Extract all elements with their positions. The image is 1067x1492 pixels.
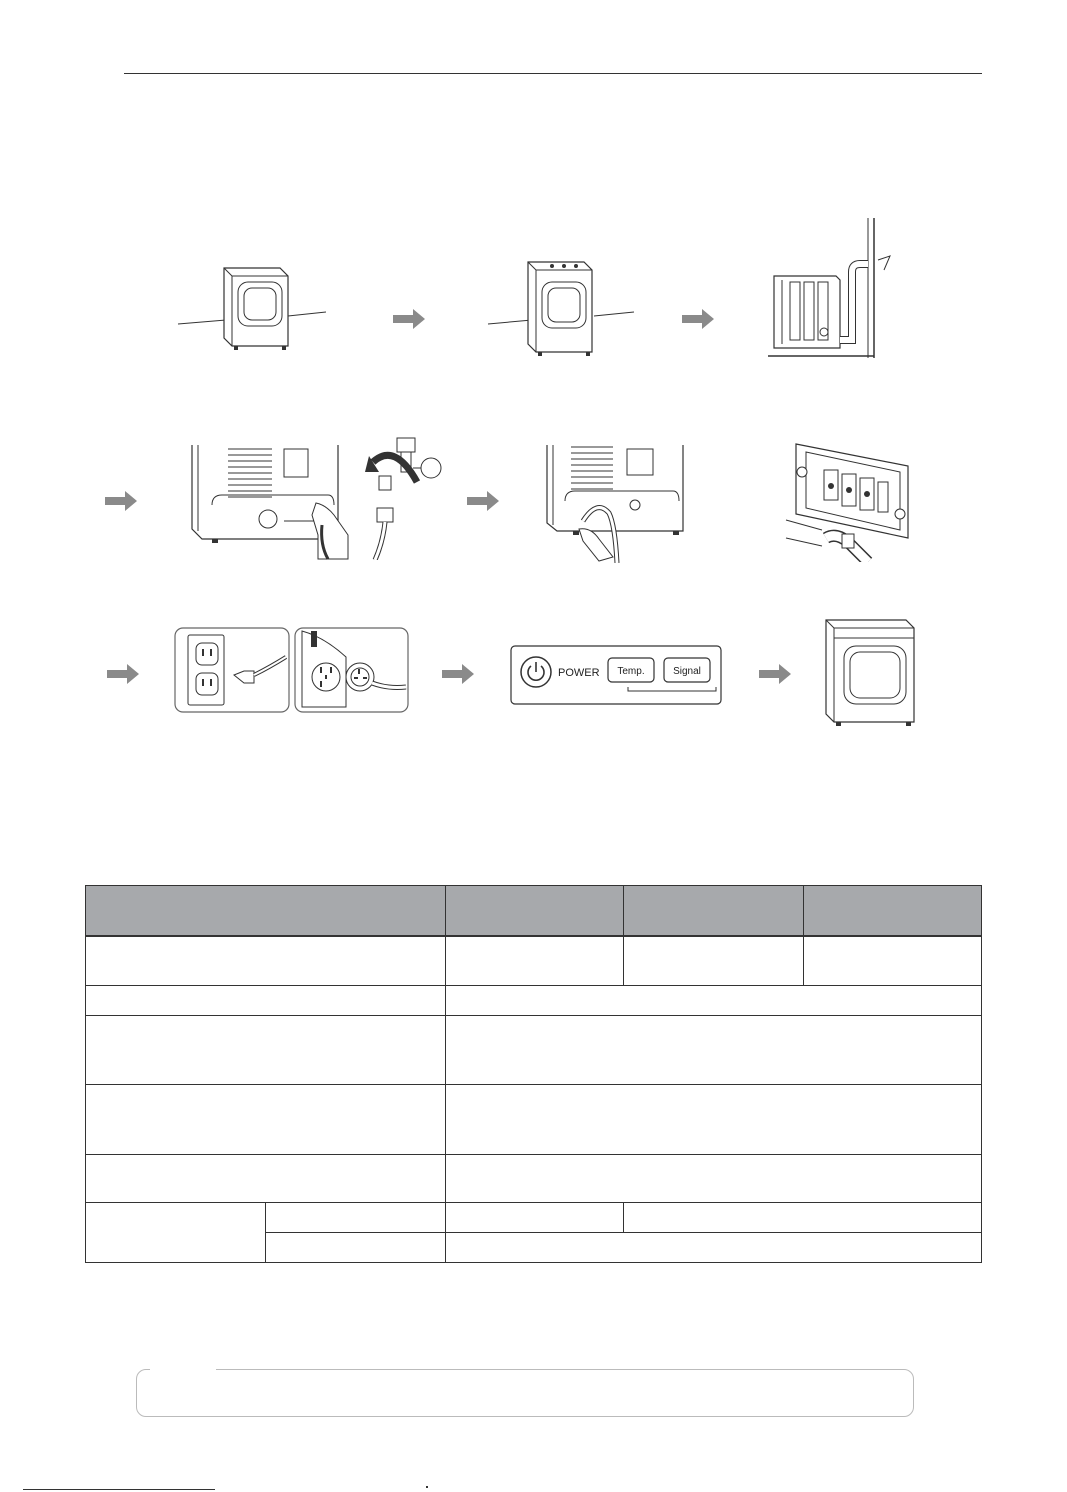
dryer-finished-illustration [822,616,918,731]
table-cell [266,1203,446,1233]
table-cell [804,936,982,986]
table-cell [266,1233,446,1263]
table-cell [86,1155,446,1203]
table-row [86,1155,982,1203]
signal-label: Signal [673,666,701,677]
temp-label: Temp. [617,666,645,677]
footer-rule [23,1489,215,1490]
control-panel [510,645,722,705]
table-cell [446,1233,982,1263]
table-cell [446,1016,982,1085]
note-tab [150,1364,216,1374]
terminal-block-illustration [782,442,912,562]
dryer-front-level-illustration [176,258,326,358]
dryer-front-controls-illustration [486,258,636,358]
specification-table [85,885,981,1262]
table-cell [86,1016,446,1085]
table-row [86,986,982,1016]
arrow-right-icon [393,309,433,329]
table-cell [446,1203,624,1233]
table-cell [446,986,982,1016]
footer-mark [426,1486,428,1488]
table-cell [446,1085,982,1155]
table-cell [86,986,446,1016]
arrow-right-icon [467,491,507,511]
table-cell [446,936,624,986]
table-cell [86,1203,266,1263]
note-box [136,1369,914,1417]
table-header-cell [624,886,804,936]
arrow-right-icon [682,309,722,329]
table-header-cell [86,886,446,936]
table-row [86,936,982,986]
table-cell [624,936,804,986]
dryer-side-vent-illustration [766,216,896,360]
water-valve-hose-illustration [365,432,451,560]
drain-hose-connection-illustration [543,435,693,563]
arrow-right-icon [107,664,147,684]
arrow-right-icon [759,664,799,684]
table-header-cell [804,886,982,936]
table-row [86,1203,982,1233]
table-row [86,1016,982,1085]
table-header-row [86,886,982,936]
water-supply-connection-illustration [188,435,358,560]
table-cell [446,1155,982,1203]
table-row [86,1085,982,1155]
arrow-right-icon [442,664,482,684]
power-outlets-illustration [174,627,410,714]
table-header-cell [446,886,624,936]
header-rule [124,73,982,74]
arrow-right-icon [105,491,145,511]
power-label: POWER [558,667,600,679]
table-cell [624,1203,982,1233]
table-cell [86,1085,446,1155]
table-cell [86,936,446,986]
